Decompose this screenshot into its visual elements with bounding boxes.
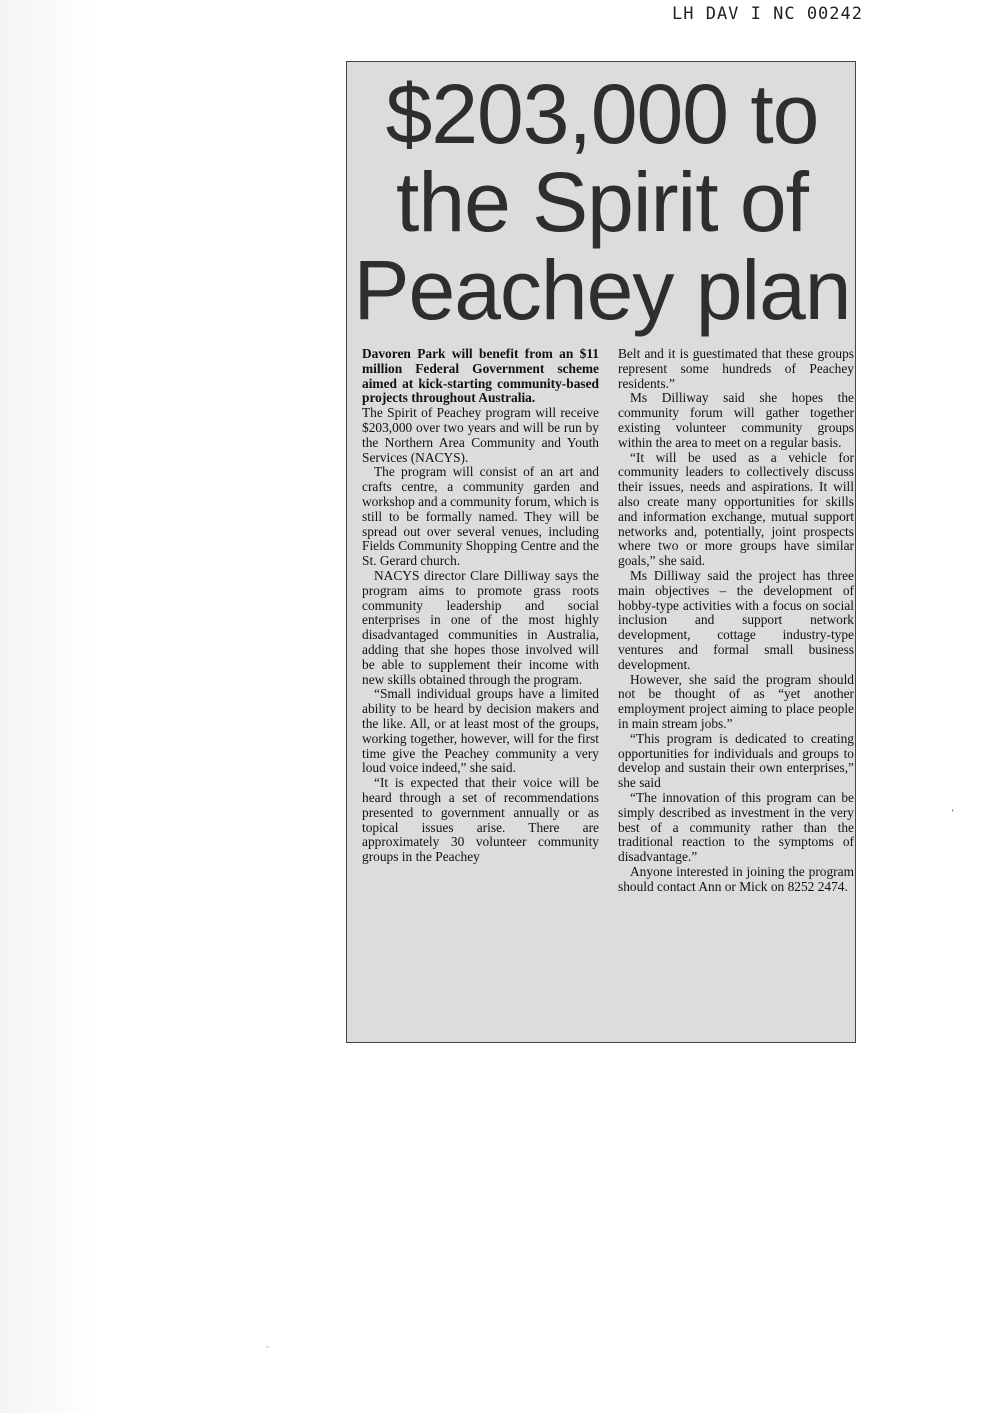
article-paragraph: “The innovation of this program can be simply described as investment in the very best of a community rather than the traditional reaction to the symptoms of disadvantage.” <box>618 789 854 865</box>
article-paragraph: “It will be used as a vehicle for community leaders to collectively discuss their issues, needs and aspirations. It will also create many opportunities for skills and information exchange, mutual support networks and, potentially, joint prospects where two or more groups have similar goals,” she said. <box>618 449 854 569</box>
article-paragraph: Ms Dilliway said she hopes the community forum will gather together existing volunteer community groups within the area to meet on a regular basis. <box>618 390 854 450</box>
article-paragraph: The program will consist of an art and crafts centre, a community garden and workshop and a community forum, which is still to be formally named. They will be spread out over several venues, including Fields Community Shopping Centre and the St. Gerard church. <box>362 464 599 569</box>
newspaper-clipping <box>346 61 856 1043</box>
lead-paragraph: Davoren Park will benefit from an $11 million Federal Government scheme aimed at kick-starting community-based projects throughout Australia. <box>362 346 599 406</box>
headline-line-3: Peachey plan <box>353 243 851 337</box>
article-paragraph: The Spirit of Peachey program will receive $203,000 over two years and will be run by the Northern Area Community and Youth Services (NACYS). <box>362 405 599 465</box>
headline-line-1: $203,000 to <box>385 67 819 161</box>
article-paragraph: NACYS director Clare Dilliway says the program aims to promote grass roots community leadership and social enterprises in one of the most highly disadvantaged communities in Australia, adding that she hopes those involved will be able to supplement their income with new skills obtained through the program. <box>362 567 599 687</box>
article-paragraph: Anyone interested in joining the program should contact Ann or Mick on 8252 2474. <box>618 863 854 894</box>
article-column-left <box>362 347 599 865</box>
headline-line-2: the Spirit of <box>396 155 808 249</box>
article-paragraph: “It is expected that their voice will be heard through a set of recommendations presented to government annually or as topical issues arise. There are approximately 30 volunteer community groups in the Peachey <box>362 775 599 865</box>
article-paragraph: Belt and it is guestimated that these groups represent some hundreds of Peachey residents.” <box>618 346 854 391</box>
article-paragraph: “This program is dedicated to creating opportunities for individuals and groups to develop and sustain their own enterprises,” she said <box>618 730 854 791</box>
scan-speck: ʻ <box>951 808 955 819</box>
scan-speck: ᵕ <box>266 1342 269 1353</box>
article-column-right <box>618 347 854 894</box>
article-paragraph: “Small individual groups have a limited ability to be heard by decision makers and the like. All, or at least most of the groups, working together, however, will for the first time give the Peachey community a very loud voice indeed,” she said. <box>362 686 599 776</box>
scan-edge-shadow <box>0 0 96 1413</box>
archive-reference-number: LH DAV I NC 00242 <box>672 4 863 24</box>
article-paragraph: However, she said the program should not be thought of as “yet another employment project aiming to place people in main stream jobs.” <box>618 671 854 731</box>
headline <box>353 67 851 337</box>
article-paragraph: Ms Dilliway said the project has three main objectives – the development of hobby-type activities with a focus on social inclusion and support network development, cottage industry-type ventures and formal small business development. <box>618 567 854 672</box>
